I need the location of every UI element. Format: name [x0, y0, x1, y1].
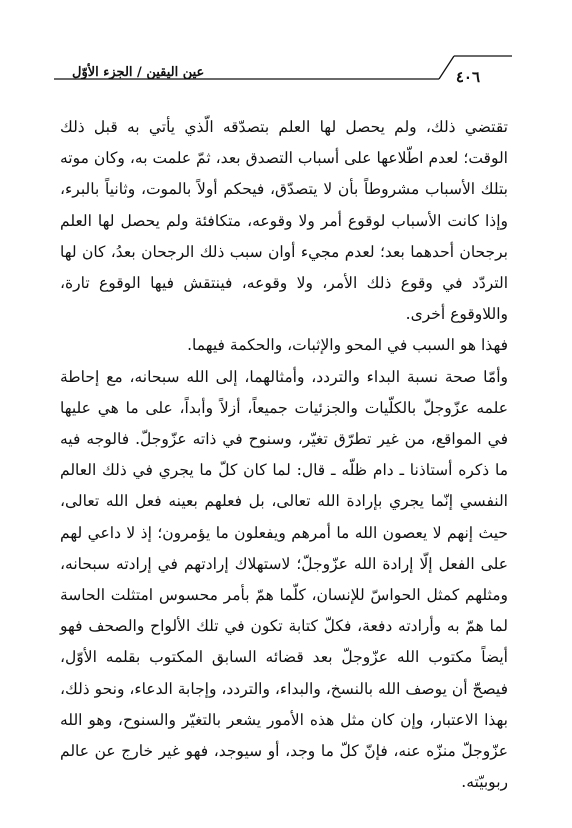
page-number: ٤٠٦ — [455, 68, 480, 86]
running-title: عين اليقين / الجزء الأوّل — [72, 65, 205, 80]
page-header — [54, 52, 512, 90]
page-body — [60, 112, 508, 798]
paragraph-1: تقتضي ذلك، ولم يحصل لها العلم بتصدّقه الّذي يأتي به قبل ذلك الوقت؛ لعدم اطّلاعها على أسباب التصدق بعد، ثمّ علمت به، وكان موته بتلك الأسباب مشروطاً بأن لا يتصدّق، فيحكم أولاً بالموت، وثانياً بالبرء، وإذا كانت الأسباب لوقوع أمر ولا وقوعه، متكافئة ولم يحصل لها العلم برجحان أحدهما بعد؛ لعدم مجيء أوان سبب ذلك الرجحان بعدُ، كان لها التردّد في وقوع ذلك الأمر، ولا وقوعه، فينتقش فيها الوقوع تارة، واللاوقوع أخرى. — [60, 118, 508, 324]
paragraph-2: فهذا هو السبب في المحو والإثبات، والحكمة فيهما. — [187, 336, 508, 355]
paragraph-3: وأمّا صحة نسبة البداء والتردد، وأمثالهما، إلى الله سبحانه، مع إحاطة علمه عزّوجلّ بالكلّيات والجزئيات جميعاً، أزلاً وأبداً، على ما هي عليها في المواقع، من غير تطرّق تغيّر، وسنوح في ذاته عزّوجلّ. فالوجه فيه ما ذكره أستاذنا ـ دام ظلّه ـ قال: لما كان كلّ ما يجري في ذلك العالم النفسي إنّما يجري بإرادة الله تعالى، بل فعلهم بعينه فعل الله تعالى، حيث إنهم لا يعصون الله ما أمرهم ويفعلون ما يؤمرون؛ إذ لا داعي لهم على الفعل إلّا إرادة الله عزّوجلّ؛ لاستهلاك إرادتهم في إرادته سبحانه، ومثلهم كمثل الحواسّ للإنسان، كلّما همّ بأمر محسوس امتثلت الحاسة لما همّ به وأرادته دفعة، فكلّ كتابة تكون في تلك الألواح والصحف فهو أيضاً مكتوب الله عزّوجلّ بعد قضائه السابق المكتوب بقلمه الأوّل، فيصحّ أن يوصف الله بالنسخ، والبداء، والتردد، وإجابة الدعاء، ونحو ذلك، بهذا الاعتبار، وإن كان مثل هذه الأمور يشعر بالتغيّر والسنوح، وهو الله عزّوجلّ منزّه عنه، فإنّ كلّ ما وجد، أو سيوجد، فهو غير خارج عن عالم ربوبيّته. — [60, 367, 508, 792]
